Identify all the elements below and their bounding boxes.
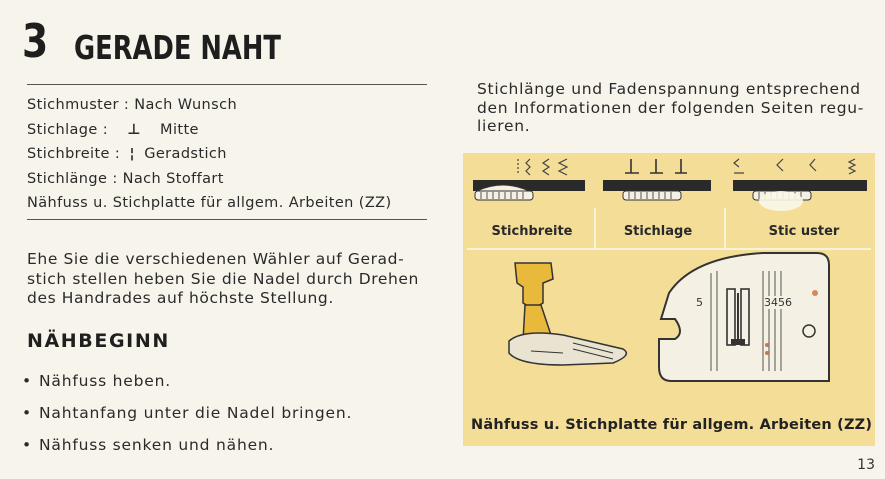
setting-label: Stichlänge : bbox=[27, 170, 118, 187]
list-item bbox=[22, 397, 352, 429]
text-line: den Informationen der folgenden Seiten regu- bbox=[477, 98, 865, 117]
presser-foot-illustration bbox=[509, 263, 626, 365]
machine-settings-illustration bbox=[463, 153, 875, 446]
page-heading bbox=[22, 14, 281, 68]
needle-plate-illustration bbox=[659, 253, 829, 381]
bullet-icon: • bbox=[22, 436, 32, 454]
settings-list bbox=[27, 93, 392, 216]
list-item-text: Nähfuss heben. bbox=[39, 372, 171, 390]
setting-label: Stichlage : bbox=[27, 121, 109, 138]
setting-stitch-width bbox=[27, 142, 392, 167]
plate-number-right: 3456 bbox=[764, 296, 792, 309]
divider-top bbox=[27, 84, 427, 85]
setting-stitch-length bbox=[27, 167, 392, 192]
dial-label-needle-position: Stichlage bbox=[623, 224, 693, 239]
list-item bbox=[22, 365, 352, 397]
page-number: 13 bbox=[857, 457, 875, 473]
text-line: lieren. bbox=[477, 117, 531, 135]
text-line: Stichlänge und Fadenspannung entsprechend bbox=[477, 80, 861, 98]
steps-list bbox=[22, 365, 352, 461]
setting-label: Nähfuss u. Stichplatte für allgem. Arbeiten (ZZ) bbox=[27, 195, 392, 211]
text-line: des Handrades auf höchste Stellung. bbox=[27, 289, 334, 307]
needle-position-icon: ⊥ bbox=[127, 121, 141, 138]
list-item-text: Nahtanfang unter die Nadel bringen. bbox=[39, 404, 353, 422]
setting-value: Nach Wunsch bbox=[134, 97, 238, 113]
intro-paragraph bbox=[27, 250, 419, 309]
setting-foot-plate bbox=[27, 191, 392, 216]
text-line: Ehe Sie die verschiedenen Wähler auf Gerad- bbox=[27, 250, 405, 268]
chapter-title: GERADE NAHT bbox=[74, 28, 281, 67]
divider-bottom bbox=[27, 219, 427, 220]
setting-value: Nach Stoffart bbox=[122, 170, 224, 187]
plate-number-left: 5 bbox=[696, 296, 703, 309]
setting-value: Geradstich bbox=[144, 146, 227, 162]
setting-needle-position bbox=[27, 118, 392, 143]
bullet-icon: • bbox=[22, 404, 32, 422]
stitch-width-dial bbox=[473, 159, 585, 200]
dial-label-stitch-width: Stichbreite bbox=[491, 224, 573, 239]
needle-position-dial bbox=[603, 159, 711, 200]
section-title: NÄHBEGINN bbox=[27, 330, 170, 352]
setting-value: Mitte bbox=[160, 121, 199, 138]
list-item bbox=[22, 429, 352, 461]
setting-label: Stichbreite : bbox=[27, 146, 121, 162]
setting-stitch-pattern bbox=[27, 93, 392, 118]
text-line: stich stellen heben Sie die Nadel durch Drehen bbox=[27, 269, 419, 288]
dial-label-stitch-pattern: Stic uster bbox=[768, 224, 840, 239]
right-paragraph bbox=[477, 80, 864, 136]
stitch-pattern-dial bbox=[733, 159, 867, 211]
bullet-icon: • bbox=[22, 372, 32, 390]
list-item-text: Nähfuss senken und nähen. bbox=[39, 436, 275, 454]
chapter-number: 3 bbox=[22, 14, 49, 68]
panel-caption: Nähfuss u. Stichplatte für allgem. Arbeiten (ZZ) bbox=[471, 417, 873, 433]
straight-stitch-icon: ¦ bbox=[129, 146, 136, 162]
illustration-panel bbox=[463, 153, 875, 446]
setting-label: Stichmuster : bbox=[27, 97, 130, 113]
